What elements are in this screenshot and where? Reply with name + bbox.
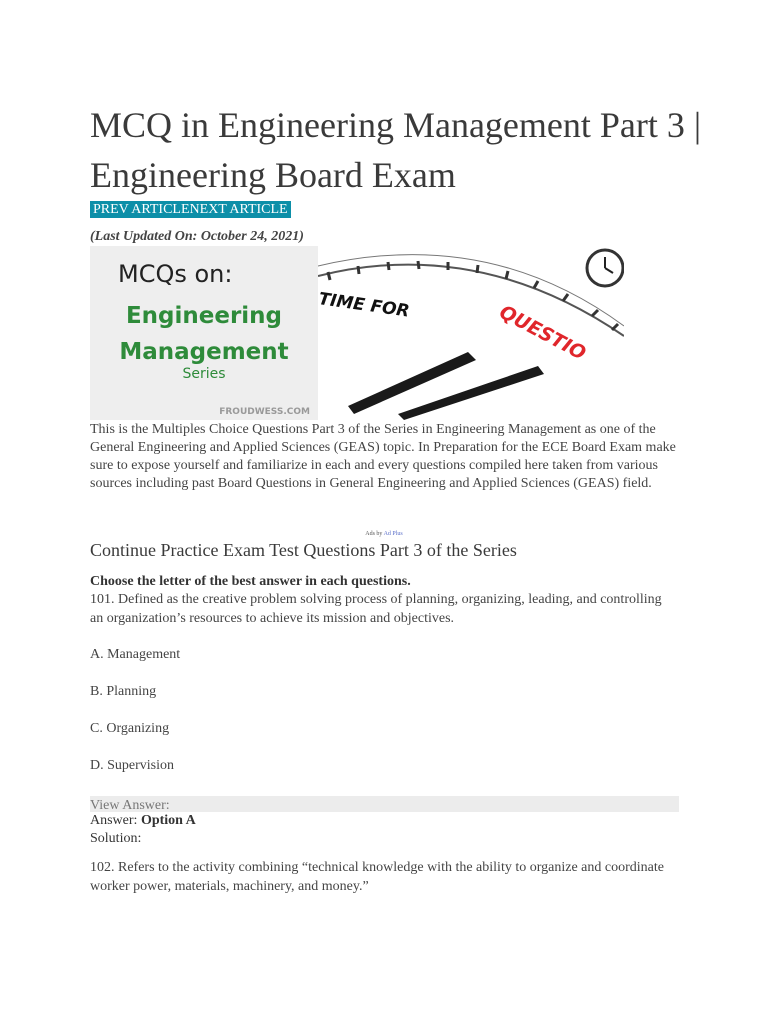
questions-text: QUESTIO (495, 300, 590, 365)
prev-article-link[interactable]: PREV ARTICLE (93, 202, 190, 217)
hero-title-card (90, 246, 318, 420)
option-a: A. Management (90, 647, 181, 662)
clock-face-illustration (318, 246, 624, 420)
section-heading: Continue Practice Exam Test Questions Part 3 of the Series (90, 540, 517, 560)
answer-line: Answer: Option A (90, 813, 196, 828)
solution-label: Solution: (90, 831, 142, 846)
answer-value: Option A (140, 813, 196, 828)
ads-credit: Ads by Ad Plus (365, 531, 403, 537)
hero-series-label: Series (182, 366, 226, 382)
hero-clock-image (318, 246, 624, 420)
hero-watermark: FROUDWESS.COM (219, 407, 310, 417)
page-title: MCQ in Engineering Management Part 3 | Engineering Board Exam (90, 105, 702, 195)
view-answer-label: View Answer: (90, 798, 170, 813)
intro-paragraph: This is the Multiples Choice Questions Part 3 of the Series in Engineering Management as one of the General Engineering and Applied Sciences (GEAS) topic. In Preparation for the ECE Board Exam make sure to expose yourself and familiarize in each and every questions compiled here taken from various sources including past Board Questions in General Engineering and Applied Sciences (GEAS) field. (90, 422, 676, 491)
instructions: Choose the letter of the best answer in each questions. (90, 574, 411, 589)
hero-topic-label: Engineering Management (119, 303, 289, 365)
time-for-text: TIME FOR (318, 289, 411, 322)
ad-plus-link[interactable]: Ad Plus (383, 531, 403, 537)
option-c: C. Organizing (90, 721, 170, 736)
next-article-link[interactable]: NEXT ARTICLE (189, 202, 288, 217)
option-d: D. Supervision (90, 758, 174, 773)
question-102: 102. Refers to the activity combining “technical knowledge with the ability to organize and coordinate worker power, materials, machinery, and money.” (90, 860, 664, 894)
article-nav (90, 201, 291, 218)
last-updated: (Last Updated On: October 24, 2021) (90, 229, 304, 244)
hero-mcqs-label: MCQs on: (118, 260, 233, 288)
view-answer-toggle[interactable] (90, 796, 679, 812)
question-101: 101. Defined as the creative problem solving process of planning, organizing, leading, and controlling an organization’s resources to achieve its mission and objectives. (90, 592, 662, 626)
option-b: B. Planning (90, 684, 157, 699)
hero-image (90, 246, 624, 420)
